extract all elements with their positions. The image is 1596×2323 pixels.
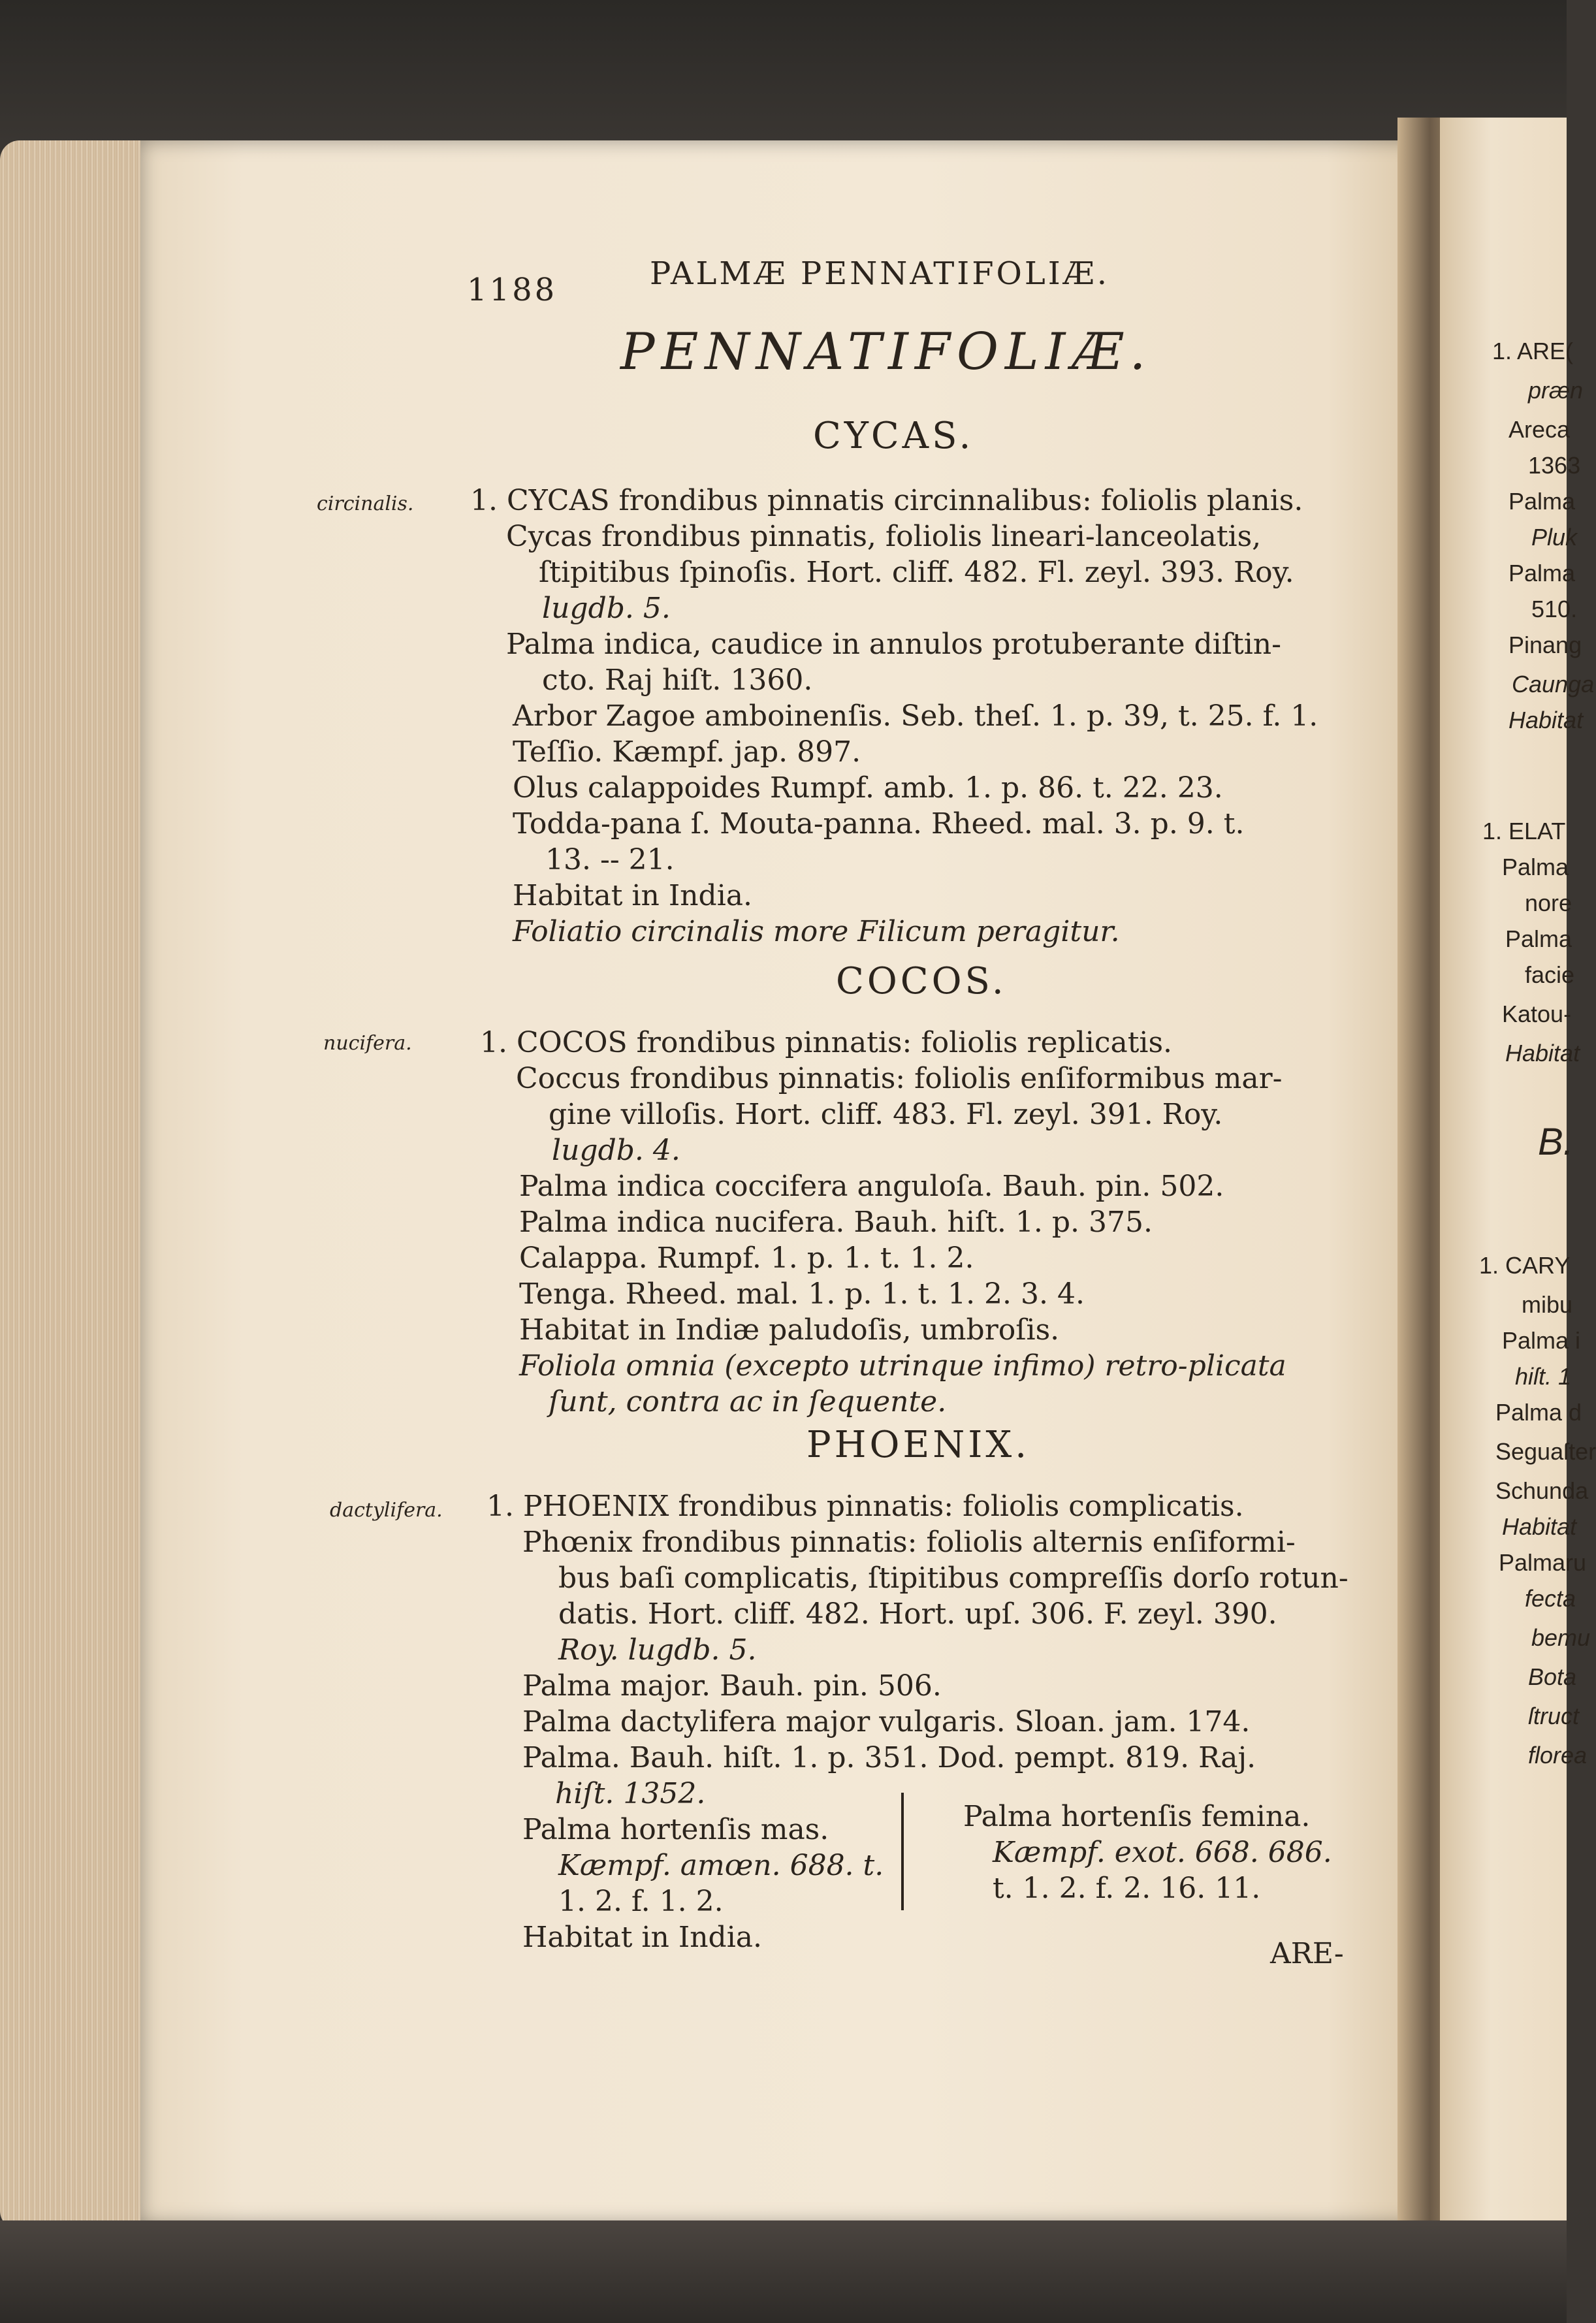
habitat-line: Habitat in India. bbox=[513, 879, 752, 912]
habitat-line: Habitat in India. bbox=[522, 1921, 762, 1954]
right-page-fragment: Katou- bbox=[1502, 1001, 1572, 1027]
right-page-fragment: fecta bbox=[1525, 1585, 1576, 1612]
right-column-line: t. 1. 2. f. 2. 16. 11. bbox=[993, 1872, 1261, 1905]
catchword: ARE- bbox=[1270, 1937, 1344, 1970]
entry-line: Tenga. Rheed. mal. 1. p. 1. t. 1. 2. 3. 4. bbox=[519, 1277, 1085, 1311]
entry-line: cto. Raj hiſt. 1360. bbox=[542, 664, 813, 697]
right-page-fragment: Schunda bbox=[1495, 1477, 1589, 1504]
left-column-line: 1. 2. f. 1. 2. bbox=[558, 1885, 724, 1918]
right-page-fragment: Habitat bbox=[1505, 1040, 1580, 1066]
entry-line: Palma indica, caudice in annulos protuberante diſtin- bbox=[506, 628, 1281, 661]
right-page-fragment: Palma bbox=[1502, 854, 1569, 880]
backdrop-bottom bbox=[0, 2220, 1567, 2323]
entry-line: Palma indica nucifera. Bauh. hiſt. 1. p. 375. bbox=[519, 1206, 1153, 1239]
entry-line: 1. PHOENIX frondibus pinnatis: foliolis complicatis. bbox=[487, 1490, 1244, 1523]
right-page-fragment: B. bbox=[1538, 1121, 1574, 1163]
right-page-fragment: Pluk bbox=[1531, 524, 1578, 551]
left-column-line: Palma hortenſis mas. bbox=[522, 1813, 829, 1846]
entry-line: Palma major. Bauh. pin. 506. bbox=[522, 1669, 942, 1703]
running-head: PALMÆ PENNATIFOLIÆ. bbox=[650, 255, 1110, 292]
entry-line: lugdb. 4. bbox=[552, 1134, 680, 1167]
genus-heading: CYCAS. bbox=[813, 415, 974, 457]
entry-line: Calappa. Rumpf. 1. p. 1. t. 1. 2. bbox=[519, 1242, 974, 1275]
entry-line: Palma dactylifera major vulgaris. Sloan. jam. 174. bbox=[522, 1705, 1251, 1738]
note-line: ſunt, contra ac in ſequente. bbox=[549, 1385, 947, 1418]
entry-line: Coccus frondibus pinnatis: foliolis enſiformibus mar- bbox=[516, 1062, 1283, 1095]
right-page-fragment: Bota bbox=[1528, 1663, 1577, 1690]
right-page-fragment: 1363 bbox=[1528, 452, 1581, 479]
habitat-line: Habitat in Indiæ paludoſis, umbroſis. bbox=[519, 1313, 1060, 1347]
margin-label: nucifera. bbox=[323, 1032, 412, 1055]
right-page-fragment: Palma d bbox=[1495, 1399, 1582, 1426]
right-page-fragment: Caunga bbox=[1512, 671, 1595, 697]
right-page-fragment: florea bbox=[1528, 1742, 1588, 1769]
entry-line: datis. Hort. cliff. 482. Hort. upſ. 306. F. zeyl. 390. bbox=[558, 1597, 1277, 1631]
right-page-fragment: Palmaru bbox=[1499, 1549, 1587, 1576]
column-divider bbox=[901, 1793, 904, 1910]
right-page-fragment: bemu bbox=[1531, 1624, 1591, 1651]
right-page-fragment: mibu bbox=[1522, 1291, 1573, 1318]
entry-line: Palma indica coccifera anguloſa. Bauh. pin. 502. bbox=[519, 1170, 1224, 1203]
genus-heading: PHOENIX. bbox=[806, 1424, 1030, 1466]
entry-line: Olus calappoides Rumpf. amb. 1. p. 86. t. 22. 23. bbox=[513, 771, 1223, 805]
right-page-fragment: ſtruct bbox=[1528, 1703, 1580, 1729]
right-column-line: Kæmpf. exot. 668. 686. bbox=[993, 1836, 1332, 1869]
entry-line: Phœnix frondibus pinnatis: foliolis alternis enſiformi- bbox=[522, 1526, 1296, 1559]
right-page-fragment: Pinang bbox=[1508, 632, 1582, 658]
right-page-fragment: Habitat bbox=[1502, 1513, 1577, 1540]
right-page-fragment: præn bbox=[1528, 377, 1584, 404]
entry-line: Teſſio. Kæmpf. jap. 897. bbox=[513, 735, 861, 769]
right-page-fragment: 510. bbox=[1531, 596, 1578, 622]
entry-line: Roy. lugdb. 5. bbox=[558, 1633, 757, 1667]
entry-line: ſtipitibus ſpinoſis. Hort. cliff. 482. Fl. zeyl. 393. Roy. bbox=[539, 556, 1294, 589]
entry-line: bus baſi complicatis, ſtipitibus compreſſis dorſo rotun- bbox=[558, 1562, 1349, 1595]
entry-line: Cycas frondibus pinnatis, foliolis lineari-lanceolatis, bbox=[506, 520, 1262, 553]
right-page-fragment: Palma i bbox=[1502, 1327, 1581, 1354]
entry-line: gine villoſis. Hort. cliff. 483. Fl. zeyl. 391. Roy. bbox=[549, 1098, 1223, 1131]
entry-line: Palma. Bauh. hiſt. 1. p. 351. Dod. pempt. 819. Raj. bbox=[522, 1741, 1256, 1774]
right-page-fragment: facie bbox=[1525, 961, 1575, 988]
section-title: PENNATIFOLIÆ. bbox=[620, 323, 1153, 381]
left-column-line: Kæmpf. amœn. 688. t. bbox=[558, 1849, 884, 1882]
genus-heading: COCOS. bbox=[836, 960, 1007, 1002]
right-column-line: Palma hortenſis femina. bbox=[963, 1800, 1311, 1833]
right-page-fragment: Areca bbox=[1508, 416, 1571, 443]
right-page-fragment: Palma bbox=[1508, 488, 1576, 515]
entry-line: 13. -- 21. bbox=[545, 843, 675, 876]
note-line: Foliola omnia (excepto utrinque infimo) retro-plicata bbox=[519, 1349, 1286, 1383]
margin-label: circinalis. bbox=[317, 492, 414, 515]
entry-line: Arbor Zagoe amboinenſis. Seb. theſ. 1. p. 39, t. 25. f. 1. bbox=[513, 699, 1318, 733]
right-page-fragment: Seguaſter bbox=[1495, 1438, 1596, 1465]
entry-line: 1. COCOS frondibus pinnatis: foliolis replicatis. bbox=[480, 1026, 1173, 1059]
entry-line: hiſt. 1352. bbox=[555, 1777, 706, 1810]
right-page-fragment: Palma bbox=[1505, 925, 1572, 952]
right-page-fragment: nore bbox=[1525, 889, 1572, 916]
entry-line: Todda-pana ſ. Mouta-panna. Rheed. mal. 3. p. 9. t. bbox=[513, 807, 1245, 841]
right-page-fragment: 1. CARY bbox=[1479, 1252, 1571, 1279]
backdrop bbox=[0, 0, 1567, 157]
right-page-fragment: hiſt. 1 bbox=[1515, 1363, 1572, 1390]
page-number: 1188 bbox=[467, 272, 558, 308]
margin-label: dactylifera. bbox=[330, 1499, 443, 1522]
right-page-fragment: Habitat bbox=[1508, 707, 1584, 733]
note-line: Foliatio circinalis more Filicum peragitur. bbox=[513, 915, 1120, 948]
page-stack-edge bbox=[0, 140, 157, 2230]
entry-line: 1. CYCAS frondibus pinnatis circinnalibus: foliolis planis. bbox=[470, 484, 1303, 517]
entry-line: lugdb. 5. bbox=[542, 592, 671, 625]
right-page-fragment: 1. ELAT bbox=[1482, 818, 1566, 844]
right-page-fragment: Palma bbox=[1508, 560, 1576, 586]
right-page-fragment: 1. ARE( bbox=[1492, 338, 1574, 364]
